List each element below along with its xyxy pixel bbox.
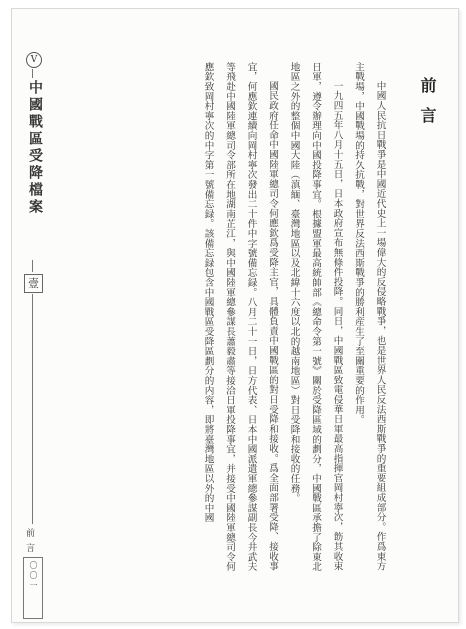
volume-badge: 壹 [24, 274, 43, 293]
emblem-icon: V [26, 52, 42, 68]
sidebar-rule-mid [32, 260, 33, 272]
paragraph-3: 國民政府任命中國陸軍總司令何應欽爲受降主官，具體負責中國戰區的對日受降和接收。爲全面部署受降、接收事宜，何應欽連續向岡村寧次發出二十件中字號備忘録。八月二十一日，日方代表、日本中國派遣軍總參謀副長今井武夫等飛赴中國陸軍總司令部所在地湖南芷江，與中國陸軍總參謀長蕭毅肅等接洽日軍投降事宜，并接受中國陸軍總司令何應欽致岡村寧次的中字第一號備忘録。該備忘録包含中國戰區受降區劃分的内容，即將臺灣地區以外的中國 [202, 62, 278, 572]
sidebar-rule-long [32, 294, 33, 524]
preface-text [66, 62, 438, 572]
page-number: 〇〇一 [29, 561, 38, 591]
page-number-box [23, 557, 43, 619]
preface-title: 前言 [418, 77, 437, 137]
paragraph-2: 一九四五年八月十五日，日本政府宣布無條件投降。同日，中國戰區致電侵華日軍最高指揮官岡村寧次，飭其收束日軍，遵令辦理向中國投降事宜。根據盟軍最高統帥部《總命令第一號》關於受降區域的劃分，中國戰區承擔了除東北地區之外的整個中國大陸（滇緬、臺灣地區以及北緯十六度以北的越南地區）對日受降和接收的任務。 [288, 62, 343, 572]
paragraph-1: 中國人民抗日戰爭是中國近代史上一場偉大的反侵略戰爭，也是世界人民反法西斯戰爭的重要組成部分。作爲東方主戰場，中國戰場的持久抗戰，對世界反法西斯戰爭的勝利産生了至關重要的作用。 [353, 62, 386, 572]
footer-section-label: 前言 [24, 528, 34, 558]
sidebar-rule-top [32, 69, 33, 78]
series-title: 中國戰區受降檔案 [27, 80, 43, 216]
sidebar [22, 52, 46, 612]
